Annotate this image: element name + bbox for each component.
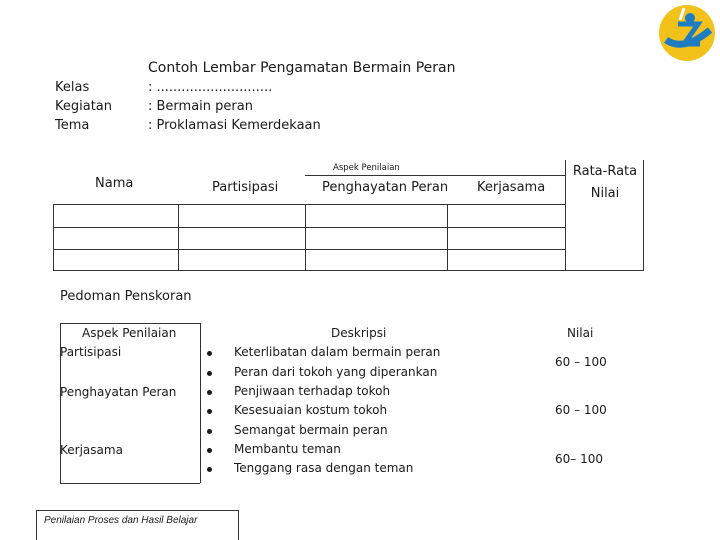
col-kerjasama: Kerjasama [477, 180, 546, 195]
desc-item: Peran dari tokoh yang diperankan [234, 365, 438, 379]
nilai-value: 60 – 100 [555, 355, 607, 369]
value-kegiatan: : Bermain peran [148, 99, 253, 114]
footer-text: Penilaian Proses dan Hasil Belajar [44, 515, 198, 526]
page-title: Contoh Lembar Pengamatan Bermain Peran [148, 60, 456, 76]
aspect-penghayatan: Penghayatan Peran [60, 385, 177, 399]
bullet-icon [207, 390, 212, 395]
bullet-icon [207, 409, 212, 414]
nilai-value: 60 – 100 [555, 403, 607, 417]
group-header-aspek: Aspek Penilaian [333, 163, 400, 173]
desc-item: Membantu teman [234, 442, 341, 456]
col-partisipasi: Partisipasi [212, 180, 279, 195]
aspect-partisipasi: Partisipasi [60, 345, 122, 359]
footer-label [36, 510, 239, 540]
scoring-col-aspek: Aspek Penilaian [82, 326, 177, 340]
col-penghayatan: Penghayatan Peran [322, 180, 449, 195]
label-kelas: Kelas [55, 80, 90, 95]
scoring-col-nilai: Nilai [567, 326, 594, 340]
desc-item: Semangat bermain peran [234, 423, 388, 437]
scoring-col-deskripsi: Deskripsi [331, 326, 387, 340]
aspect-kerjasama: Kerjasama [60, 443, 123, 457]
label-tema: Tema [55, 118, 90, 133]
bullet-icon [207, 467, 212, 472]
col-nilai: Nilai [590, 186, 620, 201]
bullet-icon [207, 351, 212, 356]
scoring-heading: Pedoman Penskoran [60, 289, 192, 304]
value-tema: : Proklamasi Kemerdekaan [148, 118, 321, 133]
label-kegiatan: Kegiatan [55, 99, 113, 114]
desc-item: Kesesuaian kostum tokoh [234, 403, 388, 417]
desc-item: Keterlibatan dalam bermain peran [234, 345, 441, 359]
bullet-icon [207, 429, 212, 434]
bullet-icon [207, 371, 212, 376]
bullet-icon [207, 448, 212, 453]
value-kelas: : ............................ [148, 80, 273, 95]
col-nama: Nama [95, 176, 134, 191]
desc-item: Penjiwaan terhadap tokoh [234, 384, 391, 398]
col-rata-rata: Rata-Rata [572, 164, 638, 179]
nilai-value: 60– 100 [555, 452, 603, 466]
desc-item: Tenggang rasa dengan teman [234, 461, 414, 475]
kurikulum-2013-logo-icon [654, 0, 720, 66]
